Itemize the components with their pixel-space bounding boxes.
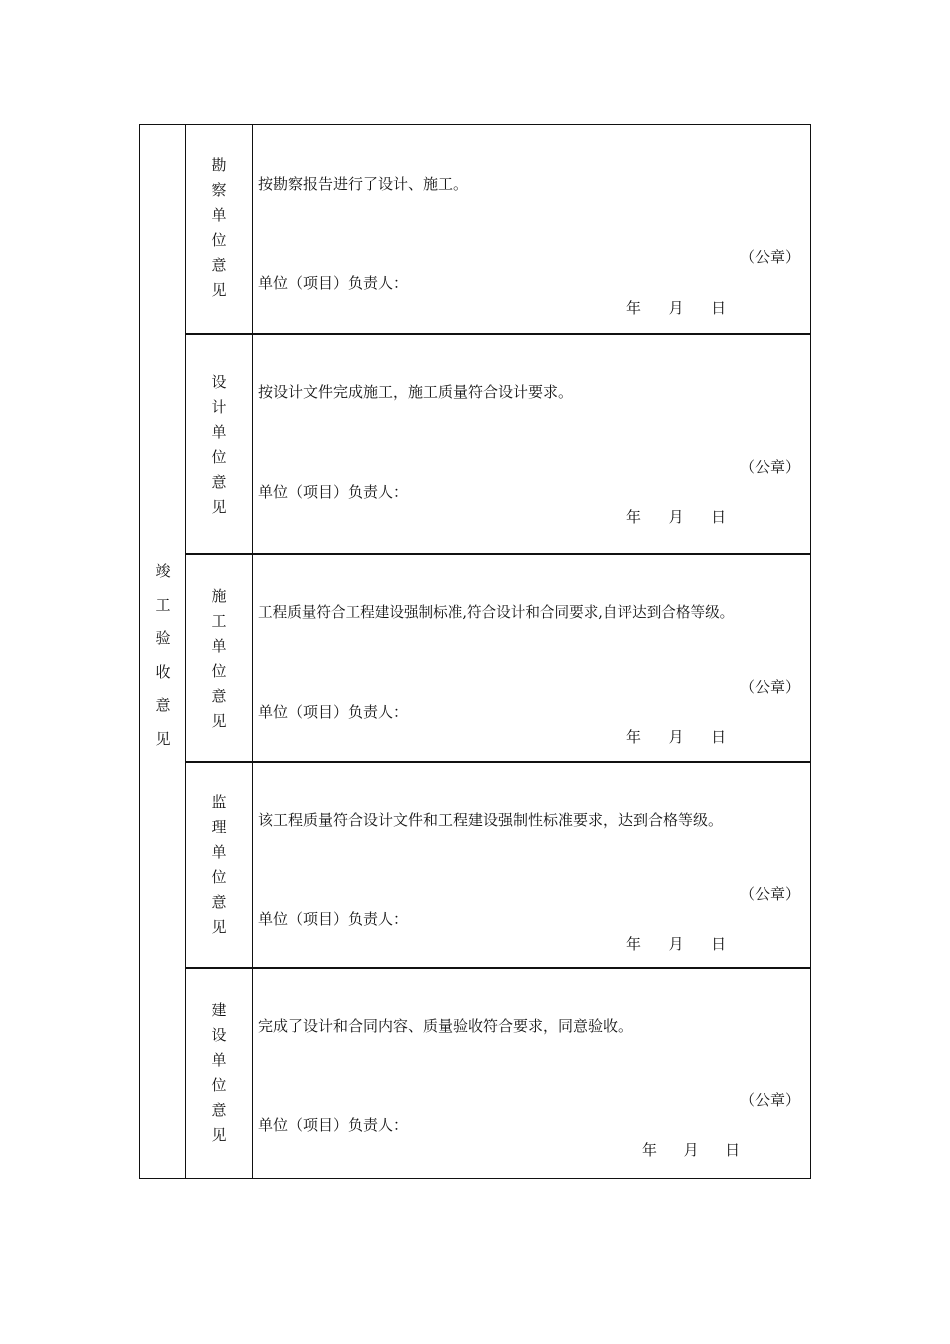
date-line [626, 297, 726, 318]
unit-label-char: 见 [211, 918, 227, 936]
unit-label-char: 位 [211, 662, 227, 680]
unit-label-char: 位 [211, 868, 227, 886]
unit-label-char: 单 [211, 843, 227, 861]
unit-label-char: 意 [211, 687, 227, 705]
date-line [626, 506, 726, 527]
date-line [626, 726, 726, 747]
unit-label-cell [186, 762, 253, 968]
unit-label-char: 单 [211, 1051, 227, 1069]
unit-label [186, 584, 252, 734]
unit-label-char: 单 [211, 637, 227, 655]
unit-label-char: 建 [211, 1001, 227, 1019]
unit-label-char: 监 [211, 793, 227, 811]
responsible-label: 单位（项目）负责人： [258, 703, 409, 721]
date-month: 月 [668, 728, 684, 746]
outer-label-char: 验 [155, 629, 171, 647]
unit-label-cell [186, 554, 253, 762]
unit-label-char: 设 [211, 1026, 227, 1044]
date-month: 月 [668, 935, 684, 953]
seal-label: （公章） [739, 458, 800, 476]
outer-label-char: 工 [155, 595, 171, 614]
responsible-label: 单位（项目）负责人： [258, 274, 409, 292]
responsible-label: 单位（项目）负责人： [258, 1116, 409, 1134]
date-year: 年 [626, 728, 642, 746]
date-line [626, 933, 726, 954]
unit-label-char: 工 [211, 612, 227, 630]
unit-label-char: 单 [211, 206, 227, 224]
seal-label: （公章） [739, 248, 800, 266]
date-day: 日 [725, 1141, 741, 1159]
date-month: 月 [668, 299, 684, 317]
owner-unit-section [185, 967, 811, 1179]
completion-acceptance-label [140, 555, 186, 756]
unit-label-char: 施 [211, 587, 227, 605]
opinion-text: 按设计文件完成施工，施工质量符合设计要求。 [258, 383, 574, 401]
date-day: 日 [711, 728, 727, 746]
unit-label-char: 位 [211, 231, 227, 249]
opinion-text: 该工程质量符合设计文件和工程建设强制性标准要求，达到合格等级。 [258, 811, 724, 829]
date-year: 年 [626, 508, 642, 526]
seal-label: （公章） [739, 885, 800, 903]
unit-label-char: 计 [211, 398, 227, 416]
unit-label-char: 察 [211, 181, 227, 199]
design-unit-section [185, 333, 811, 555]
unit-label-char: 意 [211, 1101, 227, 1119]
completion-acceptance-column [139, 124, 185, 1179]
unit-label-char: 见 [211, 498, 227, 516]
seal-label: （公章） [739, 1091, 800, 1109]
seal-label: （公章） [739, 678, 800, 696]
unit-label-char: 理 [211, 818, 227, 836]
unit-label-char: 设 [211, 373, 227, 391]
outer-label-char: 意 [155, 696, 171, 714]
unit-label [186, 153, 252, 303]
unit-label-char: 单 [211, 423, 227, 441]
date-year: 年 [626, 935, 642, 953]
unit-label-cell [186, 968, 253, 1178]
unit-label-char: 意 [211, 256, 227, 274]
date-day: 日 [711, 299, 727, 317]
date-year: 年 [642, 1141, 658, 1159]
responsible-label: 单位（项目）负责人： [258, 483, 409, 501]
unit-label-char: 见 [211, 1126, 227, 1144]
acceptance-form [139, 124, 811, 1179]
date-year: 年 [626, 299, 642, 317]
unit-label [186, 998, 252, 1148]
unit-label-char: 勘 [211, 156, 227, 174]
date-line [642, 1139, 740, 1160]
date-month: 月 [668, 508, 684, 526]
date-month: 月 [683, 1141, 699, 1159]
opinion-text: 完成了设计和合同内容、质量验收符合要求，同意验收。 [258, 1017, 634, 1035]
construction-unit-section [185, 553, 811, 763]
unit-label-char: 见 [211, 712, 227, 730]
outer-label-char: 收 [155, 662, 171, 681]
unit-label-cell [186, 334, 253, 554]
unit-label-char: 位 [211, 1076, 227, 1094]
opinion-text: 按勘察报告进行了设计、施工。 [258, 175, 469, 193]
unit-label [186, 790, 252, 940]
unit-label-char: 见 [211, 281, 227, 299]
outer-label-char: 见 [155, 729, 171, 748]
survey-unit-section [185, 124, 811, 335]
date-day: 日 [711, 508, 727, 526]
unit-label-char: 意 [211, 473, 227, 491]
outer-label-char: 竣 [155, 562, 171, 580]
supervision-unit-section [185, 761, 811, 969]
unit-label [186, 370, 252, 520]
responsible-label: 单位（项目）负责人： [258, 910, 409, 928]
date-day: 日 [711, 935, 727, 953]
unit-label-cell [186, 125, 253, 334]
unit-label-char: 意 [211, 893, 227, 911]
unit-label-char: 位 [211, 448, 227, 466]
opinion-text: 工程质量符合工程建设强制标准,符合设计和合同要求,自评达到合格等级。 [258, 604, 735, 621]
